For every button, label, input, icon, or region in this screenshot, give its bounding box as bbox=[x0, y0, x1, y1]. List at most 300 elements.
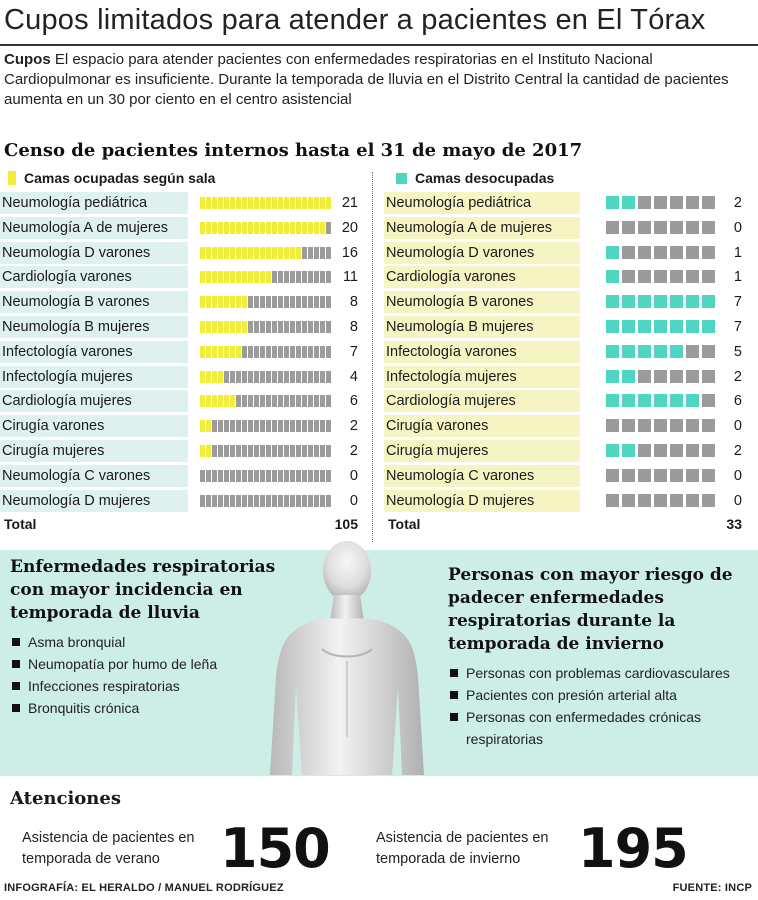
empty-tick bbox=[254, 321, 259, 333]
empty-tick bbox=[296, 395, 301, 407]
empty-tick bbox=[314, 395, 319, 407]
empty-tick bbox=[278, 271, 283, 283]
empty-tick bbox=[326, 470, 331, 482]
empty-tick bbox=[296, 420, 301, 432]
list-item: Asma bronquial bbox=[10, 631, 300, 653]
empty-tick bbox=[212, 445, 217, 457]
empty-square bbox=[654, 370, 667, 383]
empty-tick bbox=[248, 321, 253, 333]
available-square bbox=[606, 345, 619, 358]
empty-tick bbox=[302, 445, 307, 457]
table-row bbox=[0, 465, 362, 487]
occupied-tick bbox=[230, 321, 235, 333]
empty-tick bbox=[284, 445, 289, 457]
occupied-bar bbox=[200, 222, 332, 234]
empty-tick bbox=[296, 371, 301, 383]
empty-tick bbox=[290, 395, 295, 407]
list-item: Personas con problemas cardiovasculares bbox=[448, 662, 748, 684]
available-square bbox=[654, 345, 667, 358]
occupied-tick bbox=[206, 346, 211, 358]
available-square bbox=[638, 345, 651, 358]
occupied-bar bbox=[200, 247, 332, 259]
available-square bbox=[622, 196, 635, 209]
empty-tick bbox=[290, 321, 295, 333]
empty-tick bbox=[272, 271, 277, 283]
empty-tick bbox=[248, 371, 253, 383]
available-value: 7 bbox=[733, 294, 742, 311]
occupied-tick bbox=[290, 247, 295, 259]
occupied-tick bbox=[200, 197, 205, 209]
occupied-tick bbox=[236, 296, 241, 308]
occupied-tick bbox=[206, 222, 211, 234]
risk-list bbox=[448, 662, 748, 750]
empty-tick bbox=[308, 296, 313, 308]
empty-tick bbox=[326, 296, 331, 308]
empty-tick bbox=[254, 296, 259, 308]
occupied-tick bbox=[320, 197, 325, 209]
occupied-tick bbox=[290, 197, 295, 209]
available-square bbox=[606, 394, 619, 407]
occupied-tick bbox=[230, 395, 235, 407]
table-row bbox=[384, 440, 752, 462]
available-bar bbox=[606, 295, 718, 307]
ward-label: Neumología B varones bbox=[384, 291, 580, 313]
table-row bbox=[0, 291, 362, 313]
available-square bbox=[606, 246, 619, 259]
occupied-tick bbox=[326, 197, 331, 209]
empty-tick bbox=[272, 296, 277, 308]
empty-tick bbox=[266, 420, 271, 432]
empty-tick bbox=[212, 470, 217, 482]
empty-tick bbox=[266, 470, 271, 482]
occupied-tick bbox=[320, 222, 325, 234]
occupied-tick bbox=[230, 222, 235, 234]
empty-tick bbox=[224, 470, 229, 482]
empty-tick bbox=[308, 495, 313, 507]
empty-tick bbox=[254, 346, 259, 358]
table-row bbox=[0, 217, 362, 239]
empty-tick bbox=[284, 321, 289, 333]
empty-tick bbox=[278, 346, 283, 358]
table-row bbox=[384, 266, 752, 288]
legend-occupied-label: Camas ocupadas según sala bbox=[24, 170, 216, 186]
occupied-tick bbox=[236, 346, 241, 358]
chart-divider bbox=[372, 172, 373, 542]
empty-tick bbox=[296, 445, 301, 457]
ward-label: Neumología B mujeres bbox=[0, 316, 188, 338]
empty-tick bbox=[320, 395, 325, 407]
empty-tick bbox=[302, 470, 307, 482]
empty-square bbox=[622, 494, 635, 507]
credit-text: INFOGRAFÍA: EL HERALDO / MANUEL RODRÍGUEZ bbox=[4, 882, 284, 894]
occupied-tick bbox=[206, 321, 211, 333]
intro-lead: Cupos bbox=[4, 51, 51, 68]
available-value: 0 bbox=[733, 467, 742, 484]
available-value: 2 bbox=[733, 195, 742, 211]
empty-tick bbox=[266, 371, 271, 383]
available-bar bbox=[606, 246, 718, 258]
legend-occupied-swatch bbox=[8, 171, 16, 185]
empty-square bbox=[670, 444, 683, 457]
table-row bbox=[384, 316, 752, 338]
winter-label: Asistencia de pacientes en temporada de invierno bbox=[376, 830, 549, 867]
empty-tick bbox=[254, 470, 259, 482]
ward-label: Cardiología mujeres bbox=[384, 390, 580, 412]
empty-square bbox=[686, 345, 699, 358]
occupied-tick bbox=[236, 271, 241, 283]
ward-label: Neumología pediátrica bbox=[384, 192, 580, 214]
occupied-tick bbox=[278, 247, 283, 259]
occupied-bar bbox=[200, 296, 332, 308]
occupied-total-value: 105 bbox=[334, 516, 358, 533]
source-text: FUENTE: INCP bbox=[672, 882, 752, 894]
empty-tick bbox=[296, 495, 301, 507]
empty-tick bbox=[224, 445, 229, 457]
available-square bbox=[638, 394, 651, 407]
ward-label: Neumología D varones bbox=[0, 242, 188, 264]
empty-tick bbox=[266, 445, 271, 457]
available-square bbox=[606, 320, 619, 333]
occupied-tick bbox=[200, 395, 205, 407]
ward-label: Infectología varones bbox=[384, 341, 580, 363]
occupied-tick bbox=[224, 271, 229, 283]
empty-tick bbox=[248, 346, 253, 358]
empty-square bbox=[654, 469, 667, 482]
available-value: 2 bbox=[733, 368, 742, 385]
empty-square bbox=[638, 444, 651, 457]
empty-square bbox=[702, 444, 715, 457]
occupied-tick bbox=[266, 271, 271, 283]
occupied-tick bbox=[200, 371, 205, 383]
empty-square bbox=[702, 469, 715, 482]
empty-tick bbox=[254, 445, 259, 457]
occupied-tick bbox=[218, 296, 223, 308]
occupied-tick bbox=[230, 271, 235, 283]
available-square bbox=[702, 320, 715, 333]
empty-tick bbox=[278, 445, 283, 457]
available-square bbox=[686, 295, 699, 308]
empty-square bbox=[638, 494, 651, 507]
empty-tick bbox=[230, 420, 235, 432]
empty-square bbox=[606, 221, 619, 234]
empty-square bbox=[654, 221, 667, 234]
occupied-tick bbox=[212, 222, 217, 234]
empty-square bbox=[670, 270, 683, 283]
empty-tick bbox=[320, 495, 325, 507]
empty-tick bbox=[302, 495, 307, 507]
empty-tick bbox=[266, 321, 271, 333]
empty-tick bbox=[284, 395, 289, 407]
occupied-tick bbox=[224, 247, 229, 259]
table-row bbox=[384, 217, 752, 239]
empty-square bbox=[670, 221, 683, 234]
empty-tick bbox=[296, 346, 301, 358]
winter-value: 195 bbox=[578, 817, 688, 880]
empty-tick bbox=[290, 296, 295, 308]
empty-tick bbox=[248, 420, 253, 432]
occupied-tick bbox=[230, 346, 235, 358]
empty-tick bbox=[212, 420, 217, 432]
occupied-tick bbox=[224, 395, 229, 407]
empty-square bbox=[638, 419, 651, 432]
empty-tick bbox=[296, 470, 301, 482]
empty-tick bbox=[302, 420, 307, 432]
empty-square bbox=[638, 196, 651, 209]
empty-tick bbox=[260, 420, 265, 432]
empty-tick bbox=[308, 346, 313, 358]
available-bar bbox=[606, 221, 718, 233]
available-square bbox=[654, 320, 667, 333]
list-item: Infecciones respiratorias bbox=[10, 675, 300, 697]
empty-tick bbox=[320, 371, 325, 383]
empty-tick bbox=[284, 495, 289, 507]
empty-tick bbox=[278, 321, 283, 333]
occupied-value: 0 bbox=[349, 492, 358, 509]
empty-tick bbox=[326, 371, 331, 383]
empty-square bbox=[686, 444, 699, 457]
occupied-value: 2 bbox=[349, 443, 358, 459]
empty-tick bbox=[314, 420, 319, 432]
occupied-tick bbox=[308, 222, 313, 234]
empty-square bbox=[686, 419, 699, 432]
empty-square bbox=[702, 221, 715, 234]
empty-tick bbox=[302, 346, 307, 358]
table-row bbox=[384, 490, 752, 512]
empty-tick bbox=[260, 395, 265, 407]
available-square bbox=[606, 196, 619, 209]
empty-tick bbox=[248, 296, 253, 308]
occupied-tick bbox=[218, 222, 223, 234]
occupied-tick bbox=[242, 247, 247, 259]
list-item: Neumopatía por humo de leña bbox=[10, 653, 300, 675]
available-square bbox=[686, 394, 699, 407]
ward-label: Cirugía mujeres bbox=[0, 440, 188, 462]
occupied-tick bbox=[212, 321, 217, 333]
empty-tick bbox=[314, 271, 319, 283]
occupied-tick bbox=[308, 197, 313, 209]
occupied-tick bbox=[248, 247, 253, 259]
occupied-bar bbox=[200, 321, 332, 333]
empty-tick bbox=[284, 296, 289, 308]
empty-tick bbox=[320, 346, 325, 358]
risk-panel bbox=[448, 564, 748, 750]
legend-available-swatch bbox=[396, 173, 407, 184]
available-total-row bbox=[388, 516, 742, 532]
table-row bbox=[384, 366, 752, 388]
available-square bbox=[654, 295, 667, 308]
empty-square bbox=[686, 246, 699, 259]
occupied-value: 8 bbox=[349, 294, 358, 311]
legend-occupied bbox=[8, 170, 215, 186]
available-square bbox=[622, 394, 635, 407]
total-label: Total bbox=[4, 516, 37, 533]
empty-tick bbox=[302, 371, 307, 383]
table-row bbox=[0, 192, 362, 214]
empty-tick bbox=[260, 495, 265, 507]
empty-square bbox=[654, 494, 667, 507]
empty-square bbox=[670, 246, 683, 259]
empty-tick bbox=[326, 271, 331, 283]
occupied-tick bbox=[212, 371, 217, 383]
available-square bbox=[606, 295, 619, 308]
occupied-tick bbox=[212, 296, 217, 308]
available-square bbox=[622, 295, 635, 308]
occupied-bar bbox=[200, 346, 332, 358]
available-bar bbox=[606, 345, 718, 357]
table-row bbox=[0, 415, 362, 437]
occupied-tick bbox=[302, 222, 307, 234]
occupied-value: 4 bbox=[349, 368, 358, 385]
empty-tick bbox=[296, 271, 301, 283]
table-row bbox=[384, 192, 752, 214]
ward-label: Infectología mujeres bbox=[0, 366, 188, 388]
empty-square bbox=[686, 370, 699, 383]
empty-tick bbox=[218, 445, 223, 457]
intro-text: El espacio para atender pacientes con enfermedades respiratorias en el Instituto Nacional Cardiopulmonar es insuficiente. Durante la temporada de lluvia en el Distrito Central la cantidad de pacientes aumenta en un 30 por ciento en el centro asistencial bbox=[4, 51, 729, 108]
empty-tick bbox=[290, 420, 295, 432]
occupied-tick bbox=[278, 197, 283, 209]
occupied-tick bbox=[302, 197, 307, 209]
occupied-tick bbox=[242, 296, 247, 308]
empty-tick bbox=[272, 395, 277, 407]
ward-label: Neumología D varones bbox=[384, 242, 580, 264]
diseases-title: Enfermedades respiratorias con mayor incidencia en temporada de lluvia bbox=[10, 557, 276, 623]
occupied-tick bbox=[218, 197, 223, 209]
empty-tick bbox=[230, 445, 235, 457]
available-square bbox=[686, 320, 699, 333]
list-item: Personas con enfermedades crónicas respiratorias bbox=[448, 706, 748, 750]
ward-label: Neumología C varones bbox=[384, 465, 580, 487]
occupied-beds-chart bbox=[0, 192, 362, 542]
table-row bbox=[384, 341, 752, 363]
empty-square bbox=[654, 444, 667, 457]
empty-tick bbox=[272, 321, 277, 333]
ward-label: Cirugía mujeres bbox=[384, 440, 580, 462]
occupied-value: 2 bbox=[349, 418, 358, 435]
empty-square bbox=[638, 270, 651, 283]
empty-square bbox=[686, 270, 699, 283]
empty-tick bbox=[272, 420, 277, 432]
empty-tick bbox=[230, 371, 235, 383]
empty-square bbox=[622, 419, 635, 432]
empty-square bbox=[622, 246, 635, 259]
empty-square bbox=[702, 196, 715, 209]
page-title: Cupos limitados para atender a pacientes en El Tórax bbox=[4, 4, 706, 36]
empty-square bbox=[606, 419, 619, 432]
empty-tick bbox=[230, 470, 235, 482]
empty-tick bbox=[320, 470, 325, 482]
empty-square bbox=[702, 494, 715, 507]
occupied-tick bbox=[206, 371, 211, 383]
empty-tick bbox=[314, 470, 319, 482]
available-square bbox=[638, 320, 651, 333]
ward-label: Cirugía varones bbox=[0, 415, 188, 437]
table-row bbox=[0, 341, 362, 363]
ward-label: Neumología B varones bbox=[0, 291, 188, 313]
available-bar bbox=[606, 196, 718, 208]
occupied-tick bbox=[230, 247, 235, 259]
available-square bbox=[702, 295, 715, 308]
empty-tick bbox=[296, 321, 301, 333]
empty-tick bbox=[308, 247, 313, 259]
empty-tick bbox=[230, 495, 235, 507]
empty-tick bbox=[326, 420, 331, 432]
occupied-bar bbox=[200, 470, 332, 482]
empty-tick bbox=[242, 371, 247, 383]
occupied-tick bbox=[272, 222, 277, 234]
empty-square bbox=[670, 419, 683, 432]
ward-label: Neumología pediátrica bbox=[0, 192, 188, 214]
empty-tick bbox=[236, 395, 241, 407]
occupied-tick bbox=[236, 222, 241, 234]
table-row bbox=[384, 390, 752, 412]
summer-value: 150 bbox=[220, 817, 330, 880]
occupied-tick bbox=[236, 247, 241, 259]
empty-tick bbox=[314, 495, 319, 507]
occupied-tick bbox=[206, 420, 211, 432]
occupied-tick bbox=[212, 271, 217, 283]
occupied-tick bbox=[218, 321, 223, 333]
empty-square bbox=[638, 246, 651, 259]
empty-tick bbox=[284, 371, 289, 383]
empty-tick bbox=[308, 470, 313, 482]
occupied-value: 20 bbox=[341, 219, 358, 236]
empty-tick bbox=[266, 395, 271, 407]
occupied-tick bbox=[266, 222, 271, 234]
table-row bbox=[0, 242, 362, 264]
occupied-tick bbox=[224, 222, 229, 234]
occupied-bar bbox=[200, 420, 332, 432]
empty-tick bbox=[260, 346, 265, 358]
empty-tick bbox=[320, 321, 325, 333]
empty-tick bbox=[260, 445, 265, 457]
empty-tick bbox=[266, 296, 271, 308]
occupied-tick bbox=[296, 247, 301, 259]
empty-tick bbox=[236, 445, 241, 457]
occupied-tick bbox=[254, 197, 259, 209]
occupied-tick bbox=[296, 222, 301, 234]
occupied-tick bbox=[272, 197, 277, 209]
empty-square bbox=[686, 196, 699, 209]
empty-square bbox=[622, 270, 635, 283]
available-bar bbox=[606, 320, 718, 332]
empty-tick bbox=[206, 495, 211, 507]
occupied-tick bbox=[290, 222, 295, 234]
empty-tick bbox=[308, 420, 313, 432]
empty-tick bbox=[266, 346, 271, 358]
occupied-tick bbox=[224, 346, 229, 358]
intro-paragraph bbox=[4, 50, 752, 110]
occupied-tick bbox=[260, 271, 265, 283]
table-row bbox=[0, 390, 362, 412]
empty-tick bbox=[320, 420, 325, 432]
occupied-tick bbox=[212, 346, 217, 358]
human-torso-illustration bbox=[252, 537, 442, 775]
occupied-tick bbox=[284, 197, 289, 209]
available-square bbox=[606, 270, 619, 283]
risk-title: Personas con mayor riesgo de padecer enfermedades respiratorias durante la temporada de invierno bbox=[448, 565, 733, 654]
occupied-tick bbox=[254, 247, 259, 259]
occupied-tick bbox=[212, 197, 217, 209]
empty-tick bbox=[308, 321, 313, 333]
occupied-value: 16 bbox=[341, 244, 358, 261]
available-value: 0 bbox=[733, 418, 742, 435]
ward-label: Neumología D mujeres bbox=[0, 490, 188, 512]
ward-label: Neumología A de mujeres bbox=[0, 217, 188, 239]
occupied-tick bbox=[218, 395, 223, 407]
empty-tick bbox=[302, 321, 307, 333]
empty-tick bbox=[314, 346, 319, 358]
